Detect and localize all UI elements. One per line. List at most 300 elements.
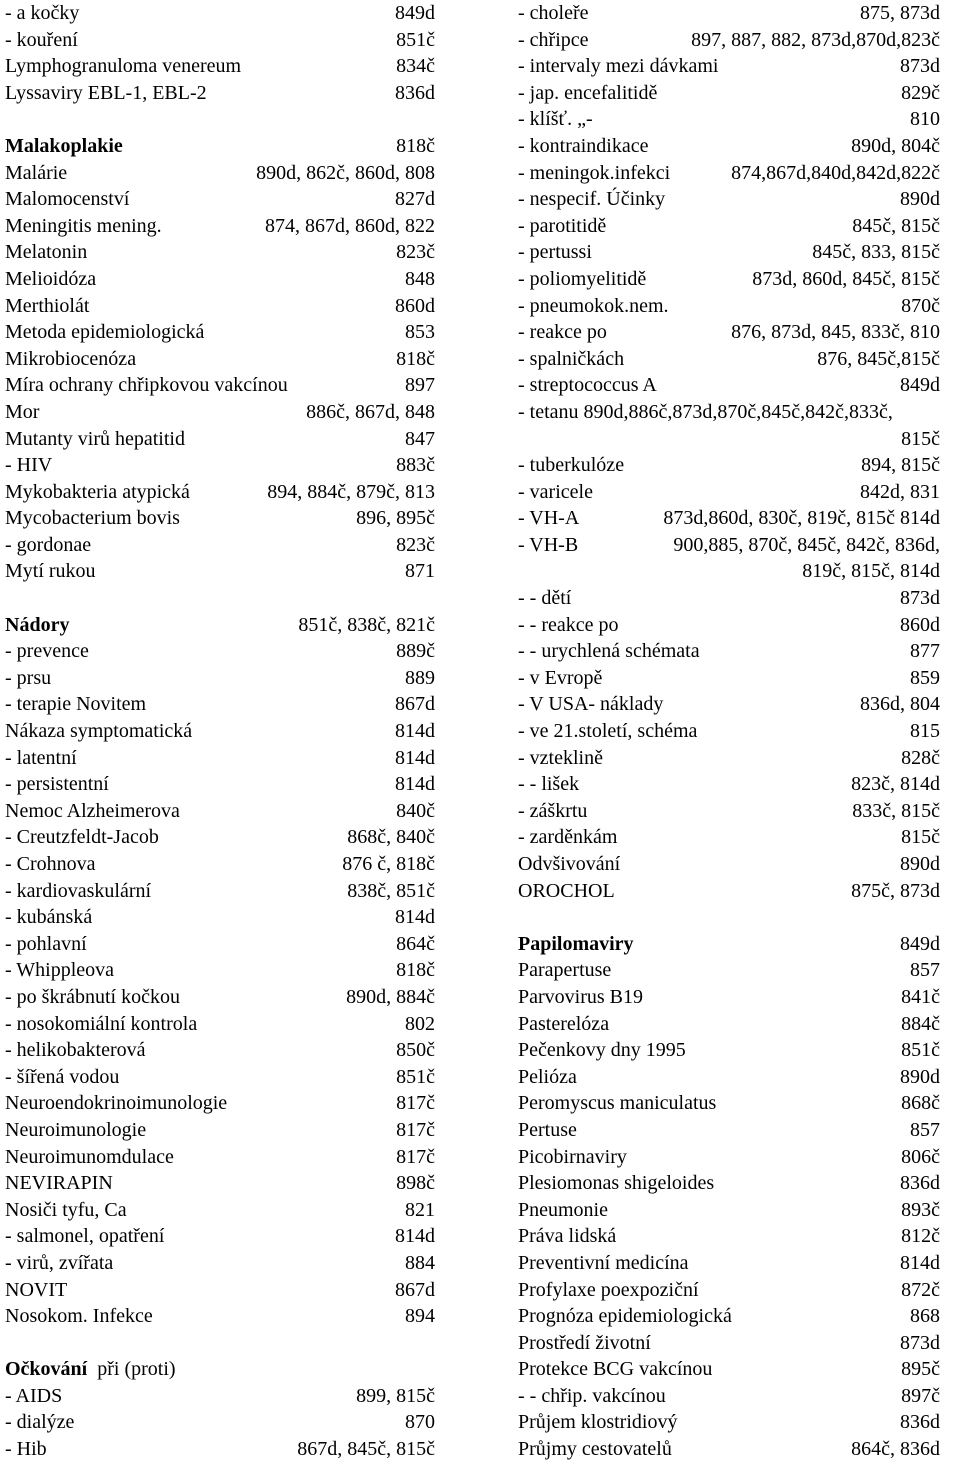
index-entry (518, 505, 958, 532)
index-term: Mytí rukou (5, 560, 96, 583)
index-pages: 853 (405, 321, 435, 344)
index-pages: 802 (405, 1012, 435, 1035)
index-entry (518, 426, 958, 453)
index-term: Nosokom. Infekce (5, 1305, 153, 1328)
index-entry (5, 372, 445, 399)
index-entry (518, 532, 958, 559)
index-entry (5, 399, 445, 426)
index-pages: 899, 815č (356, 1384, 435, 1407)
index-entry (518, 1144, 958, 1171)
index-entry (5, 638, 445, 665)
index-entry (5, 1250, 445, 1277)
index-pages: 815č (901, 427, 940, 450)
index-entry (5, 1011, 445, 1038)
index-pages: 895č (901, 1358, 940, 1381)
index-term: Nemoc Alzheimerova (5, 799, 180, 822)
index-term: - záškrtu (518, 799, 588, 822)
index-pages: 898č (396, 1172, 435, 1195)
index-entry (518, 691, 958, 718)
index-term: - Crohnova (5, 853, 96, 875)
index-entry (5, 904, 445, 931)
index-term: - pohlavní (5, 932, 87, 955)
index-entry (5, 558, 445, 585)
index-pages: 833č, 815č (852, 799, 940, 822)
index-pages: 817č (396, 1118, 435, 1141)
index-term: - kubánská (5, 906, 93, 929)
index-entry (5, 1383, 445, 1410)
index-entry (518, 186, 958, 213)
index-term: Picobirnaviry (518, 1145, 627, 1168)
index-entry (518, 1436, 958, 1463)
index-pages: 874,867d,840d,842d,822č (731, 161, 940, 184)
index-entry (518, 1117, 958, 1144)
index-term: Prognóza epidemiologická (518, 1305, 732, 1328)
index-entry (5, 80, 445, 107)
index-entry (5, 266, 445, 293)
index-term: Malomocenství (5, 188, 130, 211)
index-pages: 823č (396, 533, 435, 556)
index-pages: 827d (395, 188, 435, 211)
index-pages: 883č (396, 454, 435, 477)
index-entry (518, 1090, 958, 1117)
index-term: Lymphogranuloma venereum (5, 55, 242, 78)
index-entry (5, 1277, 445, 1304)
index-pages: 851č (901, 1039, 940, 1062)
index-entry (518, 452, 958, 479)
index-pages: 847 (405, 427, 435, 450)
index-entry (518, 745, 958, 772)
index-entry (518, 399, 958, 426)
index-pages: 810 (910, 108, 940, 131)
index-term: Mycobacterium bovis (5, 507, 180, 530)
index-pages: 821 (405, 1198, 435, 1221)
index-entry (5, 612, 445, 639)
index-entry (518, 558, 958, 585)
index-pages: 851č (396, 28, 435, 51)
index-column-right (518, 0, 958, 1463)
index-pages: 868č, 840č (347, 826, 435, 849)
index-term: - helikobakterová (5, 1039, 146, 1062)
index-term: Nákaza symptomatická (5, 720, 193, 743)
index-term: OROCHOL (518, 879, 615, 902)
index-entry (5, 452, 445, 479)
index-term: Neuroimunomdulace (5, 1145, 174, 1168)
index-term: - prevence (5, 640, 89, 663)
index-entry (5, 346, 445, 373)
index-term: - persistentní (5, 773, 109, 796)
index-pages: 818č (396, 134, 435, 157)
index-term: - reakce po (518, 321, 607, 344)
index-pages: 867d (395, 1278, 435, 1301)
index-term-bold: Očkování (5, 1358, 88, 1381)
index-pages: 845č, 833, 815č (812, 241, 940, 264)
index-entry (518, 718, 958, 745)
index-term: Nádory (5, 613, 70, 636)
index-entry (518, 798, 958, 825)
index-pages: 815 (910, 720, 940, 743)
index-term: Metoda epidemiologická (5, 321, 205, 344)
index-pages: 886č, 867d, 848 (306, 400, 435, 423)
index-pages: 868 (910, 1305, 940, 1328)
index-term: - Hib (5, 1438, 47, 1461)
index-pages: 894, 884č, 879č, 813 (267, 480, 435, 503)
index-term: Mor (5, 400, 40, 423)
index-entry (5, 1223, 445, 1250)
index-pages: 873d (900, 1331, 940, 1354)
index-pages: 814d (395, 746, 435, 769)
index-entry (518, 160, 958, 187)
index-term: - šířená vodou (5, 1065, 120, 1088)
index-term: - VH-B (518, 533, 579, 556)
index-term: - kardiovaskulární (5, 879, 152, 902)
index-pages: 834č (396, 55, 435, 78)
index-term: - chřipce (518, 28, 589, 51)
index-term: - ve 21.století, schéma (518, 720, 698, 743)
index-pages: 896, 895č (356, 507, 435, 530)
index-pages: 890d (900, 1065, 940, 1088)
index-pages: 874, 867d, 860d, 822 (265, 214, 435, 237)
index-pages: 857 (910, 959, 940, 982)
index-pages: 823č (396, 241, 435, 264)
index-pages: 860d (395, 294, 435, 317)
index-pages: 870č (901, 294, 940, 317)
index-entry (518, 1383, 958, 1410)
index-entry (518, 106, 958, 133)
index-pages: 850č (396, 1039, 435, 1062)
index-entry (5, 186, 445, 213)
index-pages: 872č (901, 1278, 940, 1301)
index-entry (518, 479, 958, 506)
index-pages: 873d,860d, 830č, 819č, 815č 814d (663, 507, 940, 530)
index-term: - nespecif. Účinky (518, 188, 666, 211)
index-pages: 897, 887, 882, 873d,870d,823č (691, 28, 940, 51)
index-pages: 829č (901, 81, 940, 104)
index-pages: 849d (395, 2, 435, 24)
index-entry (518, 53, 958, 80)
index-term (5, 1356, 176, 1383)
index-entry (518, 1250, 958, 1277)
index-entry (5, 239, 445, 266)
index-entry (518, 133, 958, 160)
index-pages: 817č (396, 1092, 435, 1115)
index-column-left (5, 0, 445, 1463)
index-term: - v Evropě (518, 666, 603, 689)
index-term: - AIDS (5, 1384, 63, 1407)
index-entry (518, 1064, 958, 1091)
index-pages: 890d, 804č (851, 134, 940, 157)
index-pages: 870 (405, 1411, 435, 1434)
index-entry (5, 1170, 445, 1197)
index-entry (518, 824, 958, 851)
index-entry (5, 1144, 445, 1171)
index-pages: 814d (900, 1251, 940, 1274)
index-entry (518, 213, 958, 240)
index-entry (5, 851, 445, 878)
index-pages: 871 (405, 560, 435, 583)
index-term: Nosiči tyfu, Ca (5, 1198, 127, 1221)
index-term: - po škrábnutí kočkou (5, 985, 180, 1008)
index-pages: 815č (901, 826, 940, 849)
index-entry (518, 878, 958, 905)
index-entry (5, 479, 445, 506)
index-pages: 877 (910, 640, 940, 663)
index-term: Neuroendokrinoimunologie (5, 1092, 228, 1115)
index-entry (518, 1223, 958, 1250)
index-term: - nosokomiální kontrola (5, 1012, 198, 1035)
index-entry (518, 638, 958, 665)
index-term: Papilomaviry (518, 932, 634, 955)
index-term: - VH-A (518, 507, 580, 530)
index-pages: 897 (405, 374, 435, 397)
index-entry (5, 771, 445, 798)
index-pages: 818č (396, 347, 435, 370)
index-term: - varicele (518, 480, 593, 503)
index-term: - prsu (5, 666, 52, 689)
index-entry (5, 1090, 445, 1117)
index-pages: 814d (395, 720, 435, 743)
index-term: Malakoplakie (5, 134, 123, 157)
index-term: - - reakce po (518, 613, 619, 636)
index-entry (5, 53, 445, 80)
index-pages: 836d (395, 81, 435, 104)
index-term: Melatonin (5, 241, 88, 264)
index-pages: 840č (396, 799, 435, 822)
index-pages: 867d, 845č, 815č (297, 1438, 435, 1461)
index-term: - - chřip. vakcínou (518, 1384, 666, 1407)
index-entry (5, 878, 445, 905)
index-pages: 860d (900, 613, 940, 636)
index-pages: 894, 815č (861, 454, 940, 477)
index-pages: 873d, 860d, 845č, 815č (752, 267, 940, 290)
index-term: - choleře (518, 2, 589, 24)
index-pages: 876 č, 818č (342, 853, 435, 875)
index-pages: 890d (900, 188, 940, 211)
index-entry (5, 931, 445, 958)
index-pages: 890d, 884č (346, 985, 435, 1008)
index-term: Parapertuse (518, 959, 612, 982)
index-term: - klíšť. „- (518, 108, 593, 131)
index-pages: 818č (396, 959, 435, 982)
index-entry (518, 372, 958, 399)
index-term: - kontraindikace (518, 134, 649, 157)
index-entry (5, 1197, 445, 1224)
index-entry (518, 80, 958, 107)
index-term: Parvovirus B19 (518, 985, 643, 1008)
index-term: - Whippleova (5, 959, 115, 982)
index-entry (5, 532, 445, 559)
index-pages: 875, 873d (860, 2, 940, 24)
index-entry (518, 665, 958, 692)
index-term: - V USA- náklady (518, 693, 664, 716)
index-term: Pelióza (518, 1065, 577, 1088)
index-entry (518, 585, 958, 612)
index-pages: 836d (900, 1172, 940, 1195)
index-pages: 812č (901, 1225, 940, 1248)
index-pages: 864č (396, 932, 435, 955)
index-entry (518, 1303, 958, 1330)
index-term: Protekce BCG vakcínou (518, 1358, 713, 1381)
index-entry (518, 319, 958, 346)
index-term: - salmonel, opatření (5, 1225, 165, 1248)
index-entry (5, 745, 445, 772)
index-term: Malárie (5, 161, 68, 184)
index-term: - parotitidě (518, 214, 607, 237)
index-term: - vzteklině (518, 746, 603, 769)
index-spacer (518, 904, 958, 931)
index-term: Preventivní medicína (518, 1251, 689, 1274)
index-entry (518, 27, 958, 54)
index-spacer (5, 1330, 445, 1357)
index-term: - pertussi (518, 241, 592, 264)
index-entry (518, 984, 958, 1011)
index-term: Meningitis mening. (5, 214, 162, 237)
index-term: Průjmy cestovatelů (518, 1438, 672, 1461)
index-term: Pneumonie (518, 1198, 608, 1221)
index-pages: 828č (901, 746, 940, 769)
index-term: Merthiolát (5, 294, 90, 317)
index-term: Pertuse (518, 1118, 577, 1141)
index-term: Profylaxe poexpoziční (518, 1278, 699, 1301)
index-entry (5, 505, 445, 532)
index-pages: 851č, 838č, 821č (298, 613, 435, 636)
index-term: Peromyscus maniculatus (518, 1092, 717, 1115)
index-term: - zarděnkám (518, 826, 618, 849)
index-entry (518, 1197, 958, 1224)
index-pages: 845č, 815č (852, 214, 940, 237)
index-term: Mutanty virů hepatitid (5, 427, 185, 450)
index-entry (5, 1409, 445, 1436)
index-term: - jap. encefalitidě (518, 81, 658, 104)
index-entry (518, 346, 958, 373)
index-term: - - lišek (518, 773, 580, 796)
index-entry (5, 426, 445, 453)
index-pages: 819č, 815č, 814d (802, 560, 940, 583)
index-pages: 836d, 804 (860, 693, 940, 716)
index-term: - spalničkách (518, 347, 625, 370)
index-pages: 817č (396, 1145, 435, 1168)
index-term: Neuroimunologie (5, 1118, 147, 1141)
index-pages: 889 (405, 666, 435, 689)
index-entry (5, 718, 445, 745)
index-pages: 884 (405, 1251, 435, 1274)
index-term: Míra ochrany chřipkovou vakcínou (5, 374, 288, 397)
index-entry (5, 0, 445, 27)
index-pages: 849d (900, 374, 940, 397)
index-pages: 889č (396, 640, 435, 663)
index-entry (518, 851, 958, 878)
index-entry (518, 1170, 958, 1197)
index-pages: 884č (901, 1012, 940, 1035)
index-entry (518, 1356, 958, 1383)
index-entry (518, 957, 958, 984)
index-entry (5, 957, 445, 984)
index-entry (5, 1303, 445, 1330)
index-term: - latentní (5, 746, 77, 769)
index-term: - meningok.infekci (518, 161, 671, 184)
index-pages: 859 (910, 666, 940, 689)
index-pages: 890d (900, 853, 940, 875)
index-term: - - dětí (518, 587, 572, 610)
index-term: - Creutzfeldt-Jacob (5, 826, 159, 849)
index-term: Plesiomonas shigeloides (518, 1172, 715, 1195)
index-pages: 890d, 862č, 860d, 808 (256, 161, 435, 184)
index-pages: 806č (901, 1145, 940, 1168)
index-term: NOVIT (5, 1278, 68, 1301)
index-pages: 814d (395, 906, 435, 929)
index-pages: 838č, 851č (347, 879, 435, 902)
index-pages: 849d (900, 932, 940, 955)
index-pages: 841č (901, 985, 940, 1008)
index-term: - dialýze (5, 1411, 75, 1434)
index-term: - a kočky (5, 2, 80, 24)
index-pages: 864č, 836d (851, 1438, 940, 1461)
index-term: Mykobakteria atypická (5, 480, 190, 503)
index-term: - streptococcus A (518, 374, 657, 397)
index-term: - poliomyelitidě (518, 267, 647, 290)
index-entry (518, 1409, 958, 1436)
index-entry (518, 1277, 958, 1304)
index-entry (5, 319, 445, 346)
index-pages: 814d (395, 773, 435, 796)
index-pages: 842d, 831 (860, 480, 940, 503)
index-pages: 851č (396, 1065, 435, 1088)
index-entry (5, 984, 445, 1011)
index-term: Lyssaviry EBL-1, EBL-2 (5, 81, 207, 104)
index-term: Prostředí životní (518, 1331, 651, 1354)
index-term: - gordonae (5, 533, 92, 556)
index-pages: 867d (395, 693, 435, 716)
index-entry (5, 1436, 445, 1463)
index-pages: 823č, 814d (851, 773, 940, 796)
index-term: - pneumokok.nem. (518, 294, 669, 317)
index-entry (518, 0, 958, 27)
index-term: Odvšivování (518, 853, 621, 875)
index-entry (5, 1117, 445, 1144)
index-pages: 876, 873d, 845, 833č, 810 (731, 321, 940, 344)
index-term: Pasterelóza (518, 1012, 610, 1035)
index-entry (5, 798, 445, 825)
index-entry (518, 1330, 958, 1357)
index-pages: 900,885, 870č, 845č, 842č, 836d, (673, 533, 940, 556)
index-pages: 873d (900, 587, 940, 610)
index-entry (5, 1037, 445, 1064)
index-spacer (5, 585, 445, 612)
index-entry (518, 1037, 958, 1064)
index-pages: 894 (405, 1305, 435, 1328)
index-pages: 897č (901, 1384, 940, 1407)
index-pages: 875č, 873d (851, 879, 940, 902)
index-term: NEVIRAPIN (5, 1172, 113, 1195)
index-entry (518, 239, 958, 266)
index-pages: 814d (395, 1225, 435, 1248)
index-term: Mikrobiocenóza (5, 347, 137, 370)
index-pages: 868č (901, 1092, 940, 1115)
index-pages: 836d (900, 1411, 940, 1434)
index-entry (5, 213, 445, 240)
index-pages: 893č (901, 1198, 940, 1221)
index-term: - intervaly mezi dávkami (518, 55, 719, 78)
index-term: - - urychlená schémata (518, 640, 700, 663)
index-term: Průjem klostridiový (518, 1411, 678, 1434)
index-entry (5, 1356, 445, 1383)
index-entry (5, 824, 445, 851)
index-entry (518, 266, 958, 293)
index-term: - kouření (5, 28, 78, 51)
index-entry (518, 771, 958, 798)
index-pages: 873d (900, 55, 940, 78)
index-entry (5, 293, 445, 320)
index-pages: 848 (405, 267, 435, 290)
